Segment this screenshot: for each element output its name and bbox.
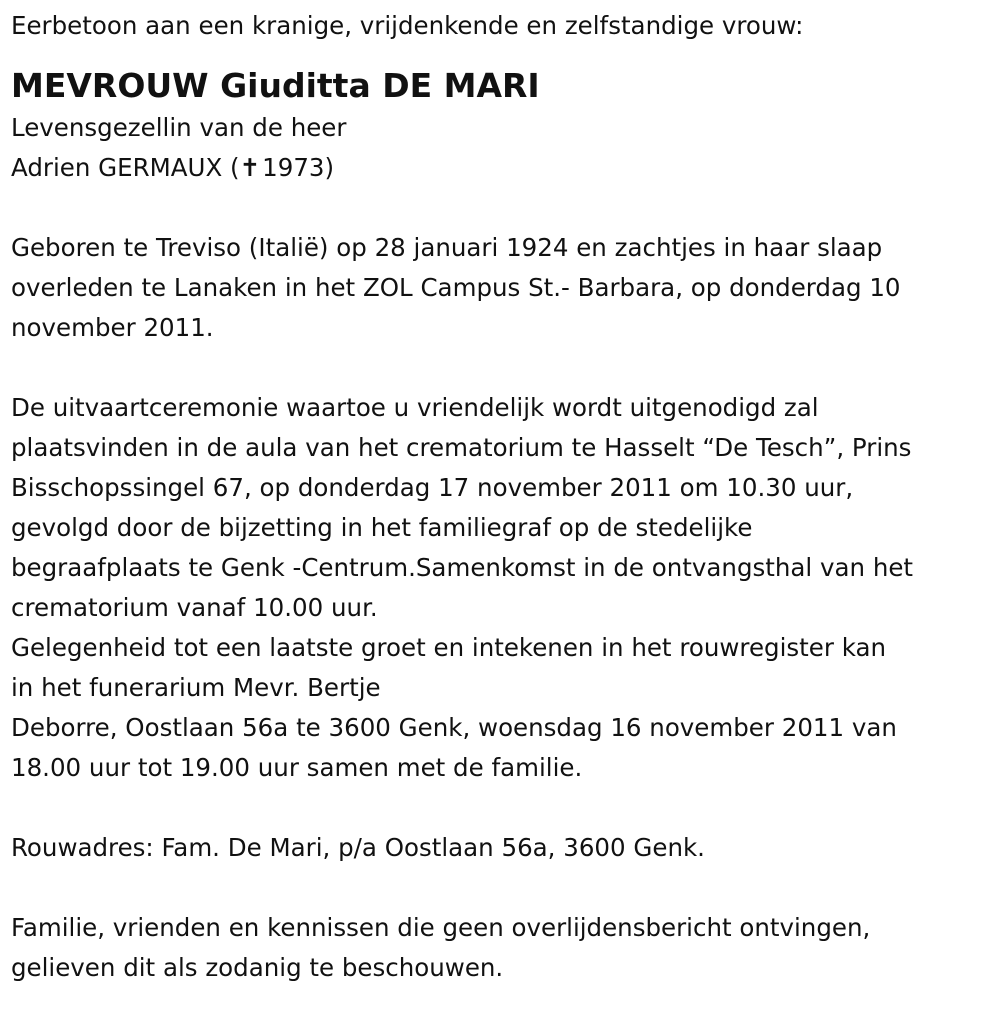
- paragraph-line: begraafplaats te Genk -Centrum.Samenkomst in de ontvangsthal van het: [11, 553, 914, 582]
- deceased-name-block: [11, 66, 996, 106]
- paragraph-line: november 2011.: [11, 313, 214, 342]
- partner-death-year: 1973): [262, 153, 335, 182]
- partner-relation: Levensgezellin van de heer: [11, 113, 347, 142]
- paragraph-line: Bisschopssingel 67, op donderdag 17 november 2011 om 10.30 uur,: [11, 473, 854, 502]
- partner-name: [11, 148, 996, 188]
- partner-name-prefix: Adrien GERMAUX (: [11, 153, 240, 182]
- deceased-name: MEVROUW Giuditta DE MARI: [11, 66, 540, 105]
- ceremony-paragraph: [11, 388, 996, 788]
- intro-text: Eerbetoon aan een kranige, vrijdenkende en zelfstandige vrouw:: [11, 11, 804, 40]
- cross-icon: ✝: [239, 153, 261, 182]
- mourning-address: Rouwadres: Fam. De Mari, p/a Oostlaan 56a, 3600 Genk.: [11, 833, 705, 862]
- paragraph-line: gelieven dit als zodanig te beschouwen.: [11, 953, 504, 982]
- paragraph-line: Familie, vrienden en kennissen die geen overlijdensbericht ontvingen,: [11, 913, 871, 942]
- paragraph-line: gevolgd door de bijzetting in het familiegraf op de stedelijke: [11, 513, 753, 542]
- paragraph-line: crematorium vanaf 10.00 uur.: [11, 593, 378, 622]
- paragraph-line: overleden te Lanaken in het ZOL Campus St.- Barbara, op donderdag 10: [11, 273, 901, 302]
- paragraph-line: plaatsvinden in de aula van het crematorium te Hasselt “De Tesch”, Prins: [11, 433, 912, 462]
- paragraph-line: De uitvaartceremonie waartoe u vriendelijk wordt uitgenodigd zal: [11, 393, 819, 422]
- paragraph-line: 18.00 uur tot 19.00 uur samen met de familie.: [11, 753, 583, 782]
- spacer: [11, 788, 996, 828]
- paragraph-line: Geboren te Treviso (Italië) op 28 januari 1924 en zachtjes in haar slaap: [11, 233, 883, 262]
- paragraph-line: Deborre, Oostlaan 56a te 3600 Genk, woensdag 16 november 2011 van: [11, 713, 897, 742]
- spacer: [11, 348, 996, 388]
- birth-death-paragraph: [11, 228, 996, 348]
- spacer: [11, 188, 996, 228]
- spacer: [11, 868, 996, 908]
- paragraph-line: in het funerarium Mevr. Bertje: [11, 673, 381, 702]
- closing-paragraph: [11, 908, 996, 988]
- paragraph-line: Gelegenheid tot een laatste groet en intekenen in het rouwregister kan: [11, 633, 886, 662]
- obituary-document: [11, 6, 996, 988]
